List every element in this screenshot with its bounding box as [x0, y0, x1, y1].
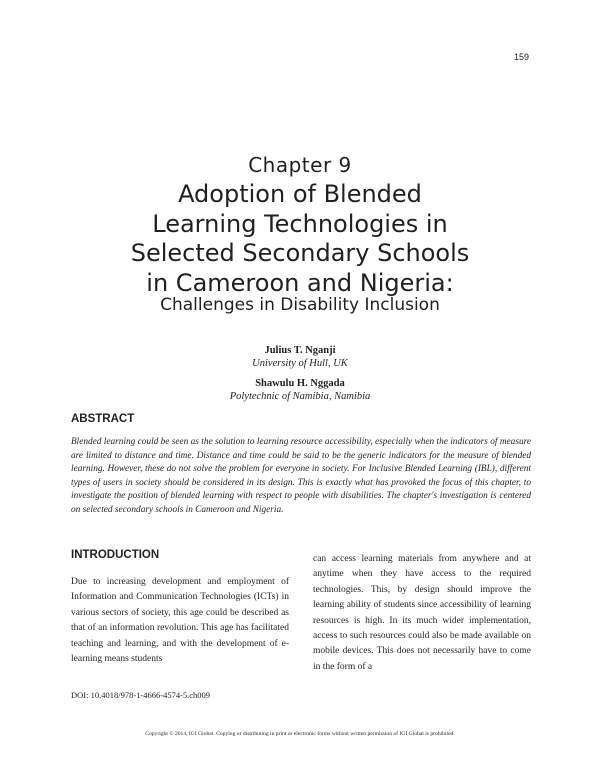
- abstract-text: Blended learning could be seen as the solution to learning resource accessibility, especially when the indicators of measure are limited to distance and time. Distance and time could be said to be the generic indicators for the measure of blended learning. However, these do not solve the problem for everyone in society. For Inclusive Blended Learning (IBL), different types of users in society should be considered in its design. This is exactly what has provoked the focus of this chapter, to investigate the position of blended learning with respect to people with disabilities. The chapter's investigation is centered on selected secondary schools in Cameroon and Nigeria.: [71, 437, 531, 515]
- abstract-heading: ABSTRACT: [71, 413, 135, 425]
- page-number: 159: [513, 52, 529, 62]
- author-name: Julius T. Nganji: [264, 345, 336, 356]
- author-affiliation: University of Hull, UK: [252, 358, 348, 369]
- introduction-heading: INTRODUCTION: [71, 549, 160, 561]
- title-line: Adoption of Blended: [178, 180, 422, 208]
- chapter-subtitle: Challenges in Disability Inclusion: [160, 295, 440, 315]
- introduction-right-column: can access learning materials from anywhere and at anytime when they have access to the required technologies. This, by design should improve the learning ability of students since accessibility of learning resources is high. In its much wider implementation, access to such resources could also be made available on mobile devices. This does not necessarily have to come in the form of a: [313, 554, 531, 672]
- introduction-left-column: Due to increasing development and employment of Information and Communication Technologies (ICTs) in various sectors of society, this age could be described as that of an information revolution. This age has facilitated teaching and learning, and with the development of e-learning means students: [71, 577, 289, 665]
- copyright-notice: Copyright © 2014, IGI Global. Copying or distributing in print or electronic forms without written permission of IGI Global is prohibited.: [145, 731, 455, 737]
- doi-line: DOI: 10.4018/978-1-4666-4574-5.ch009: [71, 690, 211, 700]
- author-affiliation: Polytechnic of Namibia, Namibia: [229, 391, 371, 402]
- author-name: Shawulu H. Nggada: [255, 378, 345, 389]
- title-line: Selected Secondary Schools: [130, 239, 470, 267]
- chapter-title: [0, 180, 600, 298]
- author-block: [0, 344, 600, 370]
- title-line: in Cameroon and Nigeria:: [146, 268, 454, 297]
- author-block: [0, 377, 600, 403]
- chapter-label: Chapter 9: [248, 153, 352, 177]
- title-line: Learning Technologies in: [152, 209, 448, 238]
